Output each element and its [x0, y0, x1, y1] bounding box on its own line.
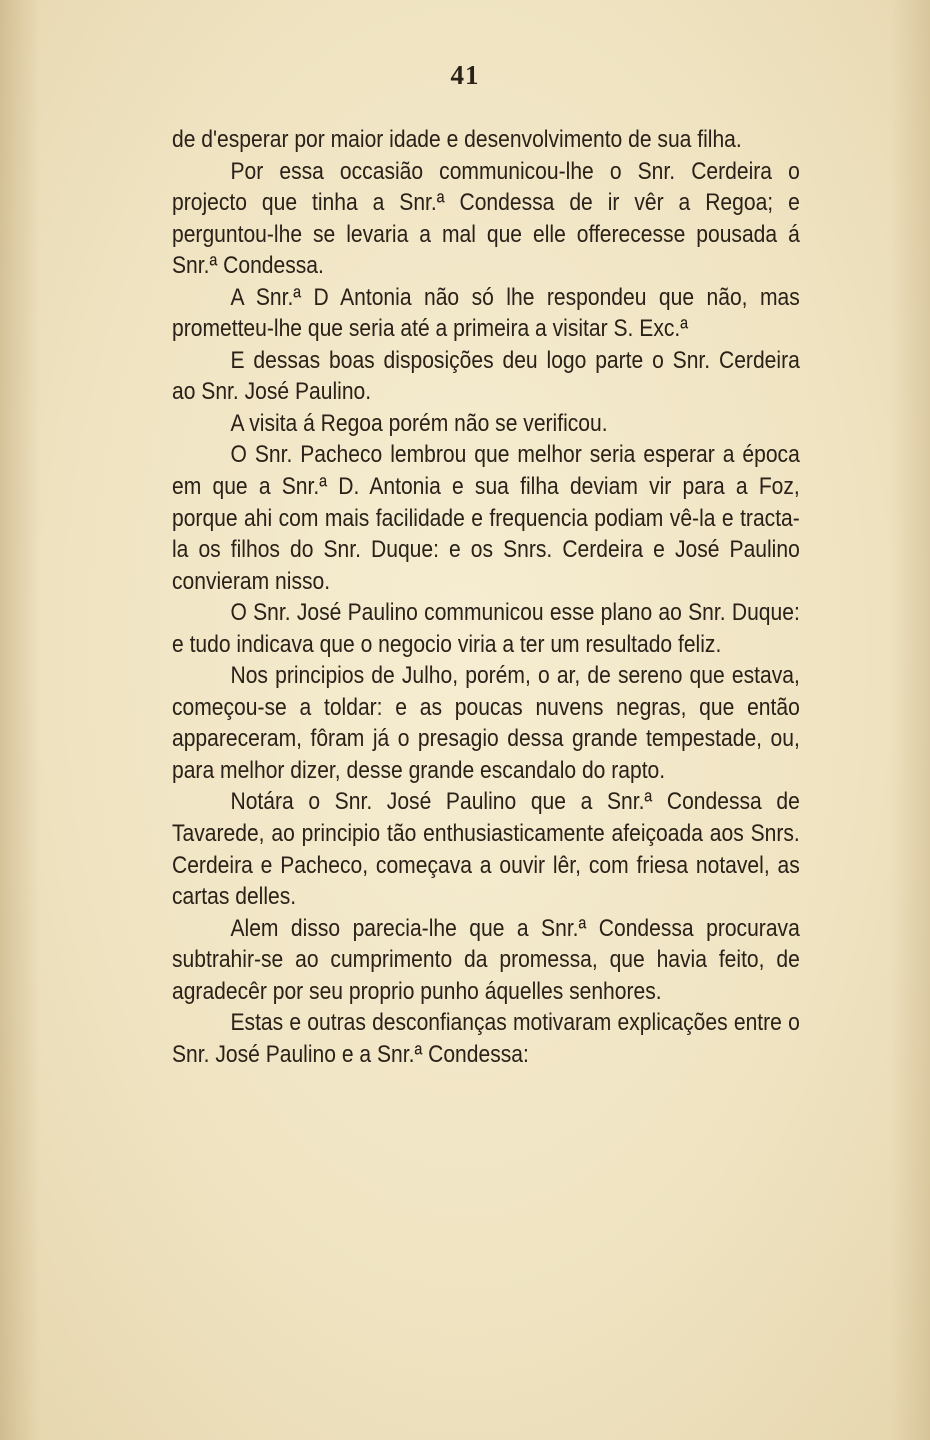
paragraph: de d'esperar por maior idade e desenvolvimento de sua filha. [172, 126, 742, 153]
paragraph: O Snr. Pacheco lembrou que melhor seria esperar a época em que a Snr.ª D. Antonia e sua filha deviam vir para a Foz, porque ahi com mais facilidade e frequencia podiam vê-la e tracta-la os filhos do Snr. Duque: e os Snrs. Cerdeira e José Paulino convieram nisso. [172, 441, 800, 595]
paragraph: O Snr. José Paulino communicou esse plano ao Snr. Duque: e tudo indicava que o negocio viria a ter um resultado feliz. [172, 599, 800, 658]
body-text [172, 124, 800, 1070]
page-gutter-shadow [0, 0, 40, 1440]
page-number: 41 [450, 60, 480, 90]
paragraph: Nos principios de Julho, porém, o ar, de sereno que estava, começou-se a toldar: e as poucas nuvens negras, que então appareceram, fôram já o presagio dessa grande tempestade, ou, para melhor dizer, desse grande escandalo do rapto. [172, 662, 800, 784]
paragraph: A Snr.ª D Antonia não só lhe respondeu que não, mas prometteu-lhe que seria até a primeira a visitar S. Exc.ª [172, 283, 800, 343]
paragraph: A visita á Regoa porém não se verificou. [230, 409, 608, 437]
paragraph: E dessas boas disposições deu logo parte o Snr. Cerdeira ao Snr. José Paulino. [172, 346, 800, 406]
page-edge-shadow [890, 0, 930, 1440]
paragraph: Por essa occasião communicou-lhe o Snr. Cerdeira o projecto que tinha a Snr.ª Condessa de ir vêr a Regoa; e perguntou-lhe se levaria a mal que elle offerecesse pousada á Snr.ª Condessa. [172, 157, 800, 280]
paragraph: Notára o Snr. José Paulino que a Snr.ª Condessa de Tavarede, ao principio tão enthusiasticamente afeiçoada aos Snrs. Cerdeira e Pacheco, começava a ouvir lêr, com friesa notavel, as cartas delles. [172, 788, 800, 911]
paragraph: Alem disso parecia-lhe que a Snr.ª Condessa procurava subtrahir-se ao cumprimento da promessa, que havia feito, de agradecêr por seu proprio punho áquelles senhores. [172, 914, 800, 1005]
paragraph: Estas e outras desconfianças motivaram explicações entre o Snr. José Paulino e a Snr.ª Condessa: [172, 1009, 800, 1068]
